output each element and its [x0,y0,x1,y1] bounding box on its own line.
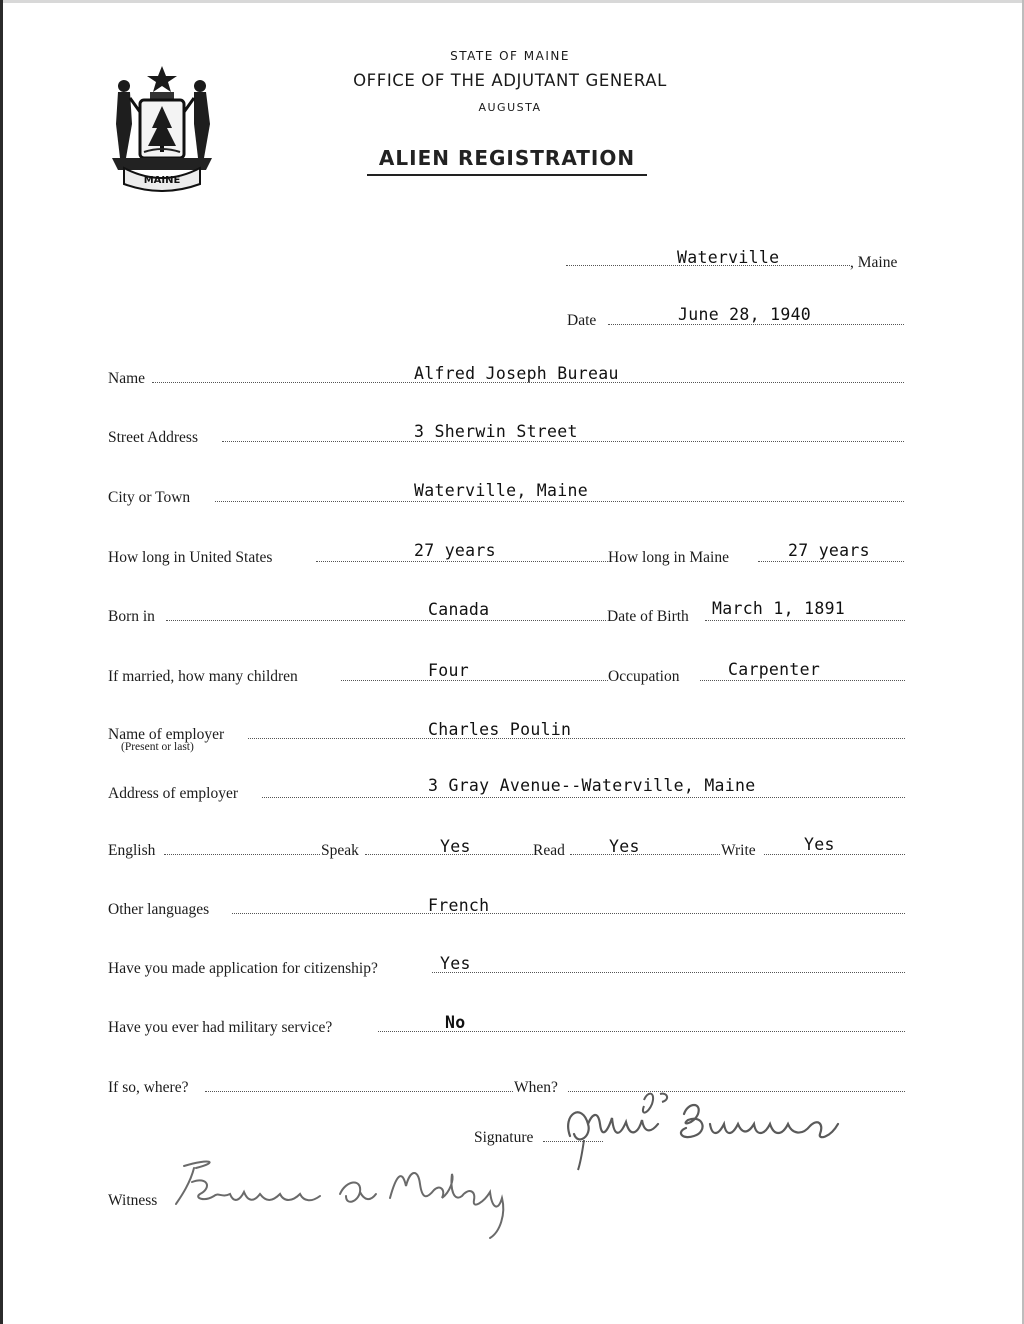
employer-value: Charles Poulin [428,720,572,739]
other-languages-value: French [428,896,490,915]
where-label: If so, where? [108,1079,189,1096]
header-state: STATE OF MAINE [450,49,570,63]
witness-signature [150,1154,540,1246]
svg-text:MAINE: MAINE [143,175,181,186]
citizenship-value: Yes [440,954,471,973]
where-line [205,1091,513,1092]
employer-line [248,738,905,739]
employer-address-value: 3 Gray Avenue--Waterville, Maine [428,776,756,795]
header-city: AUGUSTA [478,101,542,114]
write-value: Yes [804,835,835,854]
street-line [222,441,904,442]
maine-state-seal [106,62,218,192]
employer-sublabel: (Present or last) [121,741,194,753]
born-line [166,620,606,621]
place-value: Waterville [677,248,780,267]
speak-label: Speak [321,842,359,859]
occupation-label: Occupation [608,668,680,685]
speak-value: Yes [440,837,471,856]
witness-label: Witness [108,1192,158,1209]
other-languages-line [232,913,905,914]
maine-time-line [758,561,904,562]
us-time-value: 27 years [414,541,496,560]
employer-address-label: Address of employer [108,785,238,802]
header-office: OFFICE OF THE ADJUTANT GENERAL [353,71,667,90]
date-line [608,324,904,325]
military-label: Have you ever had military service? [108,1019,333,1036]
dob-line [705,620,905,621]
scan-edge-top [0,0,1024,3]
read-line [570,854,720,855]
city-line [215,501,904,502]
scan-edge-left [0,0,3,1324]
applicant-signature [548,1084,858,1174]
maine-time-value: 27 years [788,541,870,560]
us-time-label: How long in United States [108,549,273,566]
born-value: Canada [428,600,490,619]
write-line [764,854,905,855]
maine-time-label: How long in Maine [608,549,729,566]
military-value: No [445,1013,466,1032]
english-label: English [108,842,156,859]
street-value: 3 Sherwin Street [414,422,578,441]
date-value: June 28, 1940 [678,305,812,324]
employer-label: Name of employer [108,726,225,743]
children-label: If married, how many children [108,668,298,685]
city-value: Waterville, Maine [414,481,588,500]
occupation-value: Carpenter [728,660,821,679]
read-label: Read [533,842,565,859]
city-label: City or Town [108,489,191,506]
when-label: When? [514,1079,558,1096]
name-label: Name [108,370,146,387]
name-value: Alfred Joseph Bureau [414,364,619,383]
signature-label: Signature [474,1129,534,1146]
read-value: Yes [609,837,640,856]
children-line [341,680,608,681]
employer-address-line [262,797,905,798]
date-label: Date [567,312,597,329]
occupation-line [700,680,905,681]
place-suffix: , Maine [850,254,898,271]
citizenship-line [432,972,905,973]
other-languages-label: Other languages [108,901,210,918]
dob-value: March 1, 1891 [712,599,846,618]
dob-label: Date of Birth [607,608,689,625]
citizenship-label: Have you made application for citizenship? [108,960,378,977]
born-label: Born in [108,608,155,625]
street-label: Street Address [108,429,198,446]
form-title: ALIEN REGISTRATION [378,146,636,170]
english-line [164,854,320,855]
us-time-line [316,561,608,562]
title-underline [367,174,647,176]
write-label: Write [721,842,756,859]
children-value: Four [428,661,469,680]
